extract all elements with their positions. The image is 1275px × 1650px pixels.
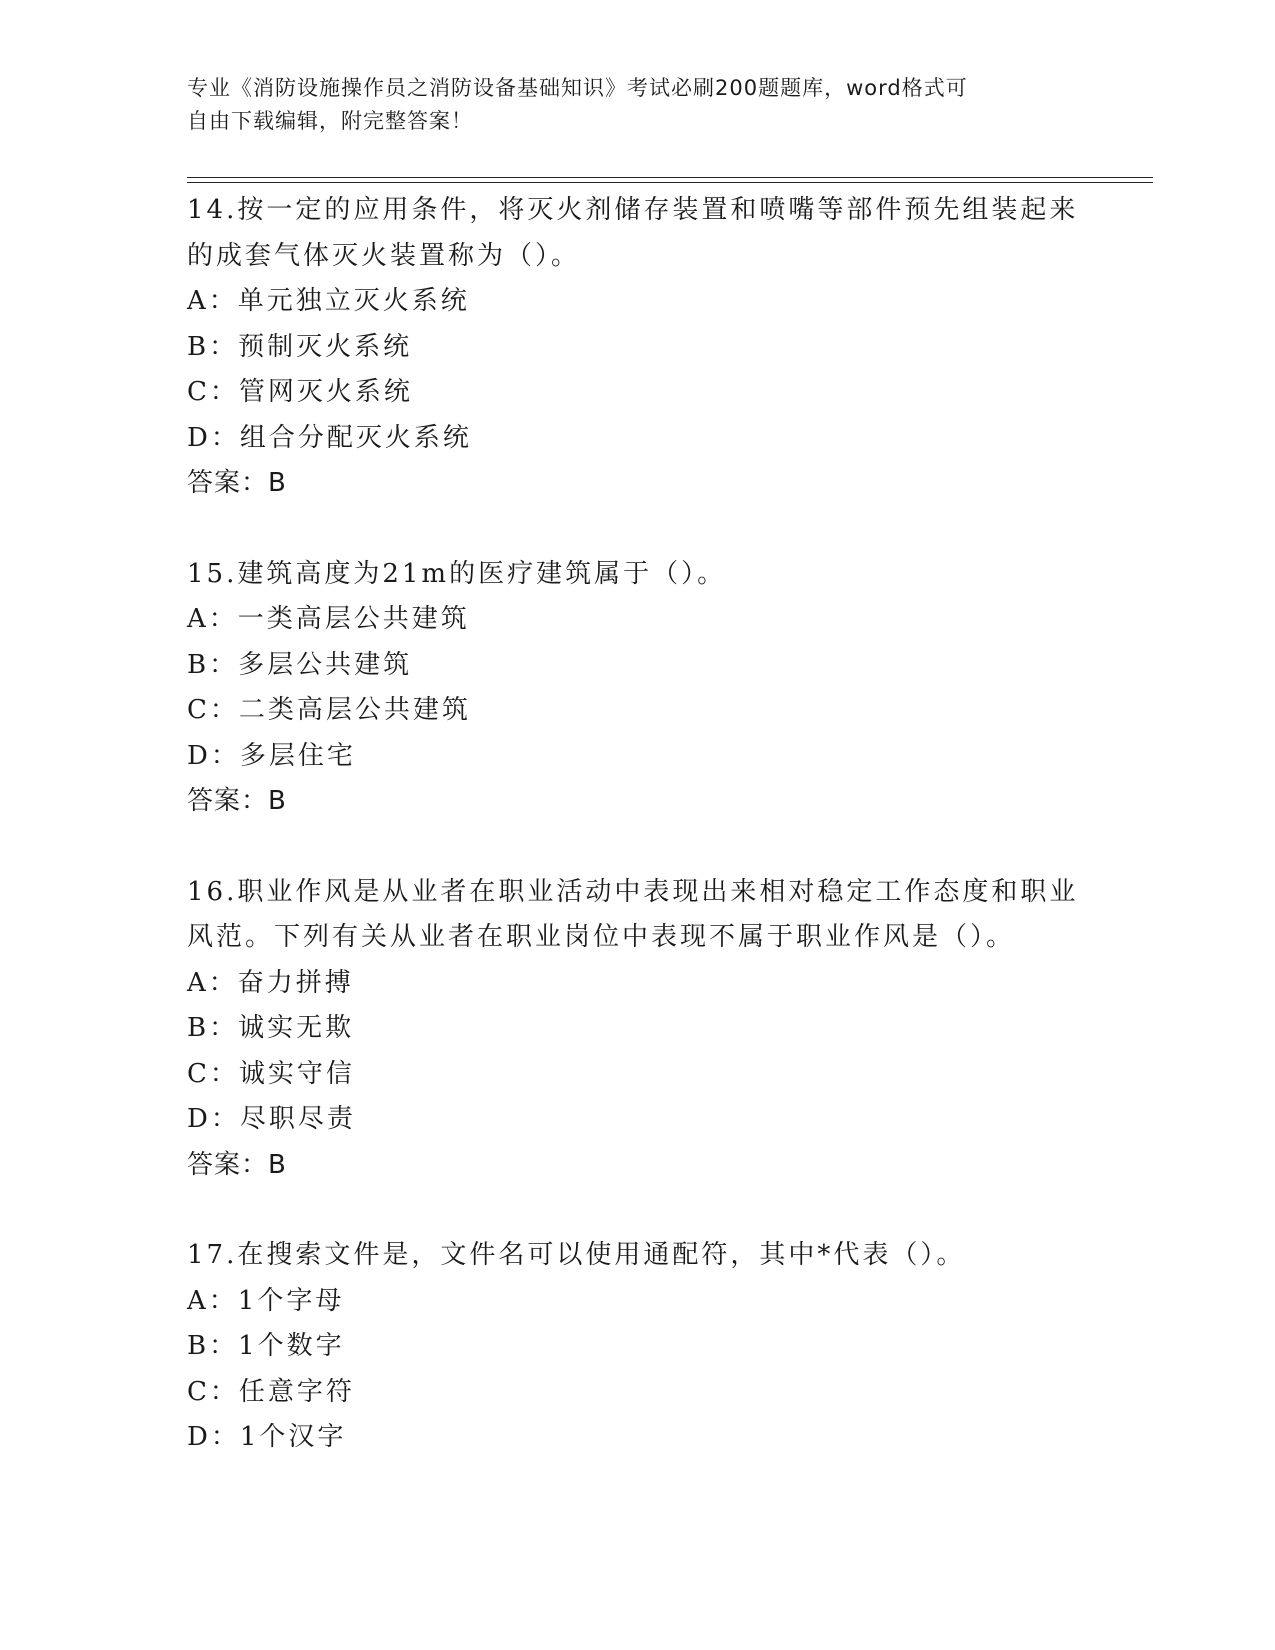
option-d: D：尽职尽责 xyxy=(187,1104,356,1134)
question-15 xyxy=(187,552,1087,825)
option-a: A：1个字母 xyxy=(187,1285,345,1316)
option-b: B：预制灭火系统 xyxy=(187,331,413,362)
question-17 xyxy=(187,1233,1087,1461)
question-stem-line: 14.按一定的应用条件，将灭火剂储存装置和喷嘴等部件预先组装起来 xyxy=(187,195,1079,225)
question-stem-line: 17.在搜索文件是，文件名可以使用通配符，其中*代表（）。 xyxy=(187,1240,966,1270)
option-c: C：诚实守信 xyxy=(187,1058,355,1089)
option-d: D：多层住宅 xyxy=(187,740,356,771)
option-c: C：二类高层公共建筑 xyxy=(187,695,471,725)
option-a: A：一类高层公共建筑 xyxy=(187,604,470,634)
question-list xyxy=(187,188,1087,1461)
option-b: B：诚实无欺 xyxy=(187,1013,355,1043)
option-a: A：奋力拼搏 xyxy=(187,967,354,998)
header-line-1: 专业《消防设施操作员之消防设备基础知识》考试必刷200题题库，word格式可 xyxy=(187,76,968,100)
option-b: B：多层公共建筑 xyxy=(187,649,413,680)
answer-text: 答案：B xyxy=(187,1149,287,1180)
answer-text: 答案：B xyxy=(187,786,287,816)
header-line-2: 自由下载编辑，附完整答案！ xyxy=(187,109,473,133)
option-d: D：1个汉字 xyxy=(187,1422,347,1452)
question-14 xyxy=(187,188,1087,507)
option-b: B：1个数字 xyxy=(187,1331,345,1361)
header-divider-bottom xyxy=(187,182,1153,183)
option-a: A：单元独立灭火系统 xyxy=(187,286,470,316)
question-16 xyxy=(187,870,1087,1189)
header-divider-top xyxy=(187,177,1153,178)
option-c: C：管网灭火系统 xyxy=(187,377,413,407)
question-stem-line: 16.职业作风是从业者在职业活动中表现出来相对稳定工作态度和职业 xyxy=(187,876,1079,907)
option-c: C：任意字符 xyxy=(187,1376,355,1407)
document-header xyxy=(187,72,1067,138)
answer-text: 答案：B xyxy=(187,468,287,498)
question-stem-line: 15.建筑高度为21m的医疗建筑属于（）。 xyxy=(187,558,727,589)
question-stem-line: 风范。下列有关从业者在职业岗位中表现不属于职业作风是（）。 xyxy=(187,922,1016,952)
option-d: D：组合分配灭火系统 xyxy=(187,422,472,453)
question-stem-line: 的成套气体灭火装置称为（）。 xyxy=(187,240,581,271)
